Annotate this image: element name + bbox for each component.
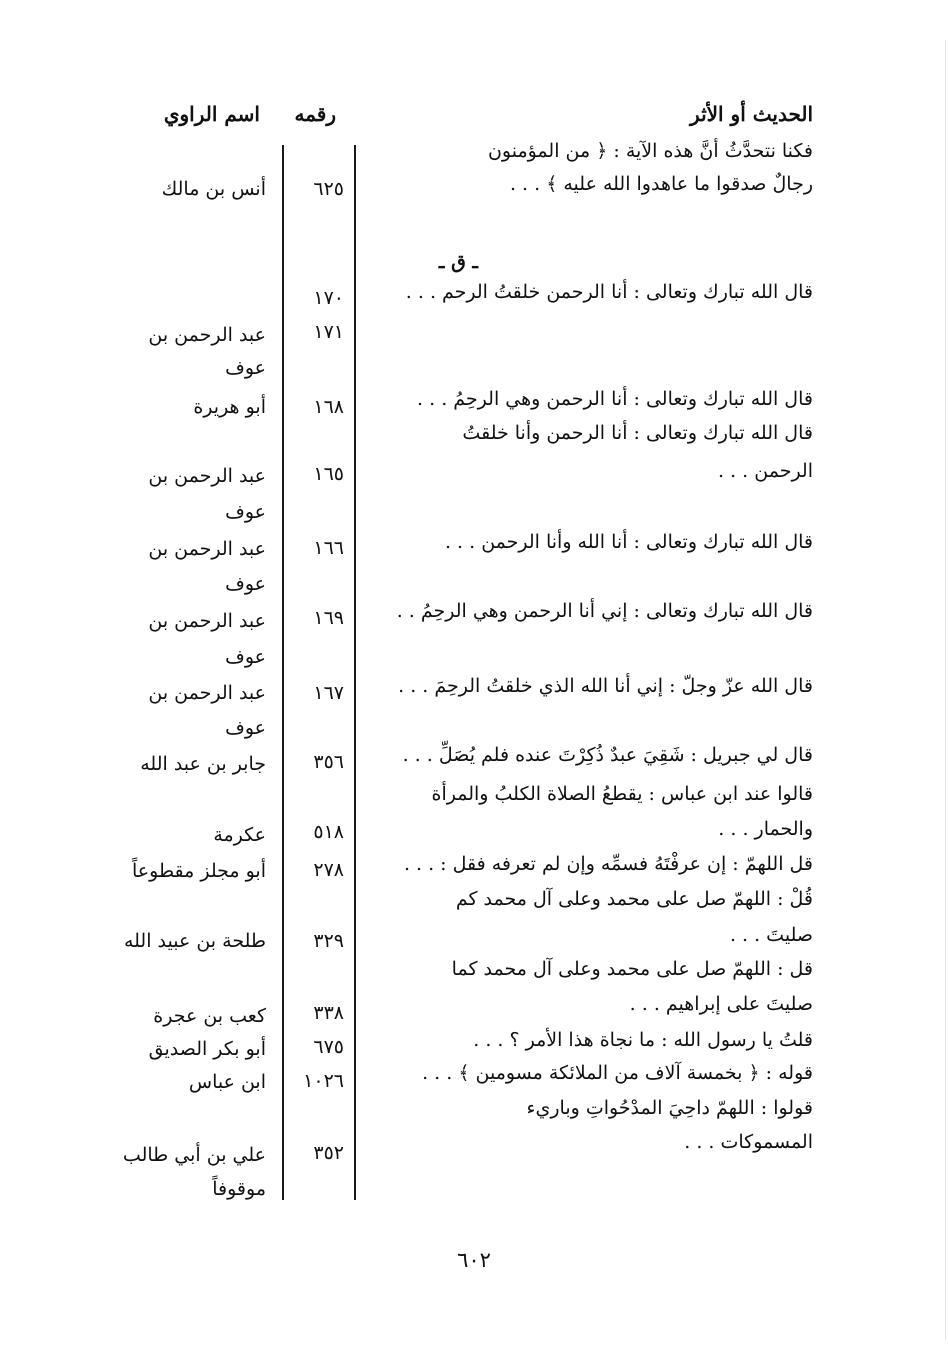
narrator-name: أنس بن مالك [161, 178, 266, 200]
header-number: رقمه [294, 102, 336, 126]
hadith-line: قل : اللهمّ صل على محمد وعلى آل محمد كما [451, 958, 813, 980]
hadith-number: ١٧١ [313, 321, 344, 343]
hadith-line: قُلْ : اللهمّ صل على محمد وعلى آل محمد كم [455, 888, 813, 910]
hadith-number: ١٦٨ [313, 396, 344, 418]
section-letter-heading: ـ ق ـ [438, 251, 478, 273]
hadith-number: ٣٣٨ [313, 1002, 344, 1024]
hadith-line: قال الله تبارك وتعالى : أنا الله وأنا الرحمن . . . [444, 531, 813, 553]
narrator-name: عبد الرحمن بن [148, 610, 266, 632]
narrator-name: أبو بكر الصديق [148, 1038, 266, 1060]
hadith-number: ١٦٦ [313, 537, 344, 559]
column-divider-left [282, 145, 284, 1200]
narrator-name: عوف [225, 646, 266, 668]
narrator-name: طلحة بن عبيد الله [123, 930, 266, 952]
hadith-line: قال لي جبريل : شَقِيَ عبدٌ ذُكِرْتَ عنده فلم يُصَلِّ . . . [402, 744, 813, 766]
header-hadith: الحديث أو الأثر [690, 102, 813, 126]
narrator-name: علي بن أبي طالب [122, 1144, 266, 1166]
hadith-number: ١٦٧ [313, 682, 344, 704]
narrator-name: عكرمة [213, 824, 266, 846]
hadith-line: قال الله عزّ وجلّ : إني أنا الله الذي خلقتُ الرحِمَ . . . [398, 675, 813, 697]
narrator-name: جابر بن عبد الله [140, 753, 266, 775]
scan-edge-shadow [945, 40, 946, 1340]
hadith-line: صليتَ . . . [729, 924, 813, 946]
hadith-line: قوله : ﴿ بخمسة آلاف من الملائكة مسومين ﴾ . . . [422, 1062, 813, 1084]
narrator-name: عوف [225, 573, 266, 595]
column-divider-right [354, 145, 356, 1200]
hadith-number: ٦٢٥ [313, 178, 344, 200]
narrator-name: كعب بن عجرة [153, 1005, 266, 1027]
hadith-number: ٢٧٨ [313, 859, 344, 881]
narrator-name: عبد الرحمن بن [148, 465, 266, 487]
hadith-number: ٣٥٦ [313, 751, 344, 773]
page-number: ٦٠٢ [457, 1248, 491, 1272]
narrator-name: ابن عباس [188, 1071, 266, 1093]
hadith-line: فكنا نتحدَّثُ أنَّ هذه الآية : ﴿ من المؤمنون [487, 140, 813, 162]
hadith-number: ٣٢٩ [313, 930, 344, 952]
hadith-line: قال الله تبارك وتعالى : إني أنا الرحمن وهي الرحِمُ . . [396, 600, 813, 622]
narrator-name: عوف [225, 717, 266, 739]
hadith-number: ١٦٥ [313, 463, 344, 485]
narrator-name: عبد الرحمن بن [148, 682, 266, 704]
hadith-line: صليتَ على إبراهيم . . . [629, 993, 813, 1015]
hadith-number: ٥١٨ [313, 821, 344, 843]
hadith-line: قال الله تبارك وتعالى : أنا الرحمن خلقتُ الرحم . . . [405, 281, 813, 303]
hadith-line: قالوا عند ابن عباس : يقطعُ الصلاة الكلبُ والمرأة [431, 783, 813, 805]
hadith-line: قولوا : اللهمّ داحِيَ المدْحُواتِ وباريء [526, 1097, 813, 1119]
hadith-number: ٣٥٢ [313, 1142, 344, 1164]
narrator-name: أبو مجلز مقطوعاً [132, 860, 266, 882]
hadith-line: الرحمن . . . [718, 460, 813, 482]
header-narrator: اسم الراوي [163, 102, 260, 126]
narrator-name: عبد الرحمن بن [148, 324, 266, 346]
hadith-line: رجالٌ صدقوا ما عاهدوا الله عليه ﴾ . . . [509, 173, 813, 195]
hadith-number: ١٠٢٦ [303, 1070, 344, 1092]
hadith-line: المسموكات . . . [684, 1131, 813, 1153]
hadith-line: قال الله تبارك وتعالى : أنا الرحمن وهي الرحِمُ . . . [417, 388, 813, 410]
narrator-name: عوف [225, 501, 266, 523]
narrator-name: موقوفاً [212, 1178, 266, 1200]
narrator-name: عوف [225, 357, 266, 379]
hadith-number: ١٧٠ [313, 287, 344, 309]
hadith-number: ٦٧٥ [313, 1036, 344, 1058]
hadith-line: قلتُ يا رسول الله : ما نجاة هذا الأمر ؟ . . . [473, 1029, 813, 1051]
narrator-name: أبو هريرة [193, 396, 266, 418]
narrator-name: عبد الرحمن بن [148, 538, 266, 560]
hadith-line: والحمار . . . [718, 818, 813, 840]
hadith-line: قل اللهمّ : إن عرفْتَهُ فسمِّه وإن لم تعرفه فقل : . . . [403, 853, 813, 875]
hadith-number: ١٦٩ [313, 607, 344, 629]
hadith-line: قال الله تبارك وتعالى : أنا الرحمن وأنا خلقتُ [462, 422, 813, 444]
